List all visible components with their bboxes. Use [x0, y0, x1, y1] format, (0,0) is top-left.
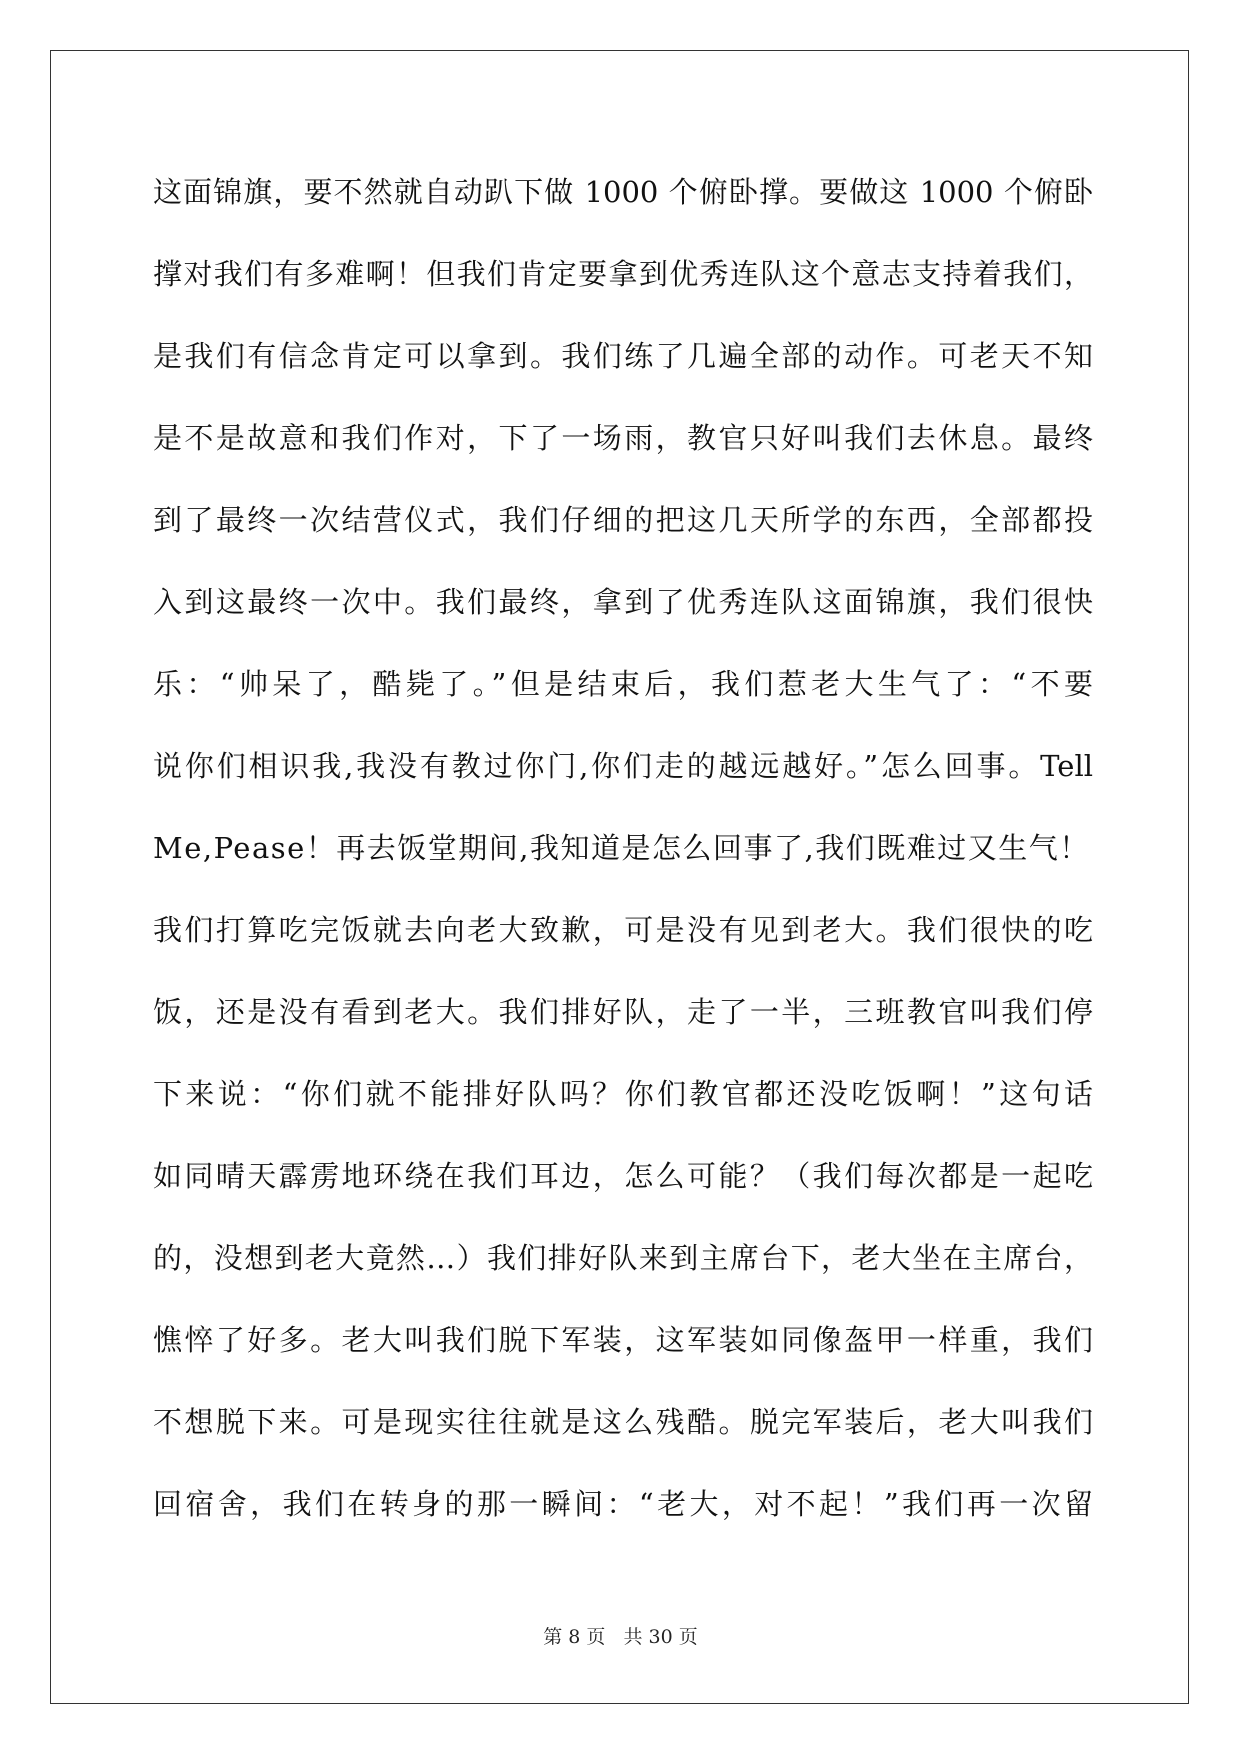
text-line: Me,Pease！再去饭堂期间,我知道是怎么回事了,我们既难过又生气！: [153, 831, 1090, 865]
text-line: 入到这最终一次中。我们最终，拿到了优秀连队这面锦旗，我们很快: [153, 585, 1093, 619]
text-line: 到了最终一次结营仪式，我们仔细的把这几天所学的东西，全部都投: [153, 503, 1093, 537]
text-line: 是我们有信念肯定可以拿到。我们练了几遍全部的动作。可老天不知: [153, 339, 1093, 373]
page-footer: [0, 1622, 1241, 1649]
text-line: 乐：“帅呆了，酷毙了。”但是结束后，我们惹老大生气了：“不要: [153, 667, 1093, 701]
text-line: 憔悴了好多。老大叫我们脱下军装，这军装如同像盔甲一样重，我们: [153, 1323, 1093, 1357]
text-line: 饭，还是没有看到老大。我们排好队，走了一半，三班教官叫我们停: [153, 995, 1093, 1029]
text-line: 下来说：“你们就不能排好队吗？你们教官都还没吃饭啊！”这句话: [153, 1077, 1093, 1111]
text-line: 如同晴天霹雳地环绕在我们耳边，怎么可能？（我们每次都是一起吃: [153, 1159, 1093, 1193]
text-line: 我们打算吃完饭就去向老大致歉，可是没有见到老大。我们很快的吃: [153, 913, 1093, 947]
text-line: 撑对我们有多难啊！但我们肯定要拿到优秀连队这个意志支持着我们，: [153, 257, 1093, 291]
text-line: 回宿舍，我们在转身的那一瞬间：“老大，对不起！”我们再一次留: [153, 1487, 1093, 1521]
text-line: 说你们相识我,我没有教过你门,你们走的越远越好。”怎么回事。Tell: [153, 749, 1093, 783]
text-line: 不想脱下来。可是现实往往就是这么残酷。脱完军装后，老大叫我们: [153, 1405, 1093, 1439]
body-text: [153, 163, 1093, 1557]
text-line: 的，没想到老大竟然…）我们排好队来到主席台下，老大坐在主席台，: [153, 1241, 1093, 1275]
text-line: 这面锦旗，要不然就自动趴下做 1000 个俯卧撑。要做这 1000 个俯卧: [153, 175, 1093, 209]
page-number: 第 8 页 共 30 页: [543, 1626, 698, 1648]
text-line: 是不是故意和我们作对，下了一场雨，教官只好叫我们去休息。最终: [153, 421, 1093, 455]
